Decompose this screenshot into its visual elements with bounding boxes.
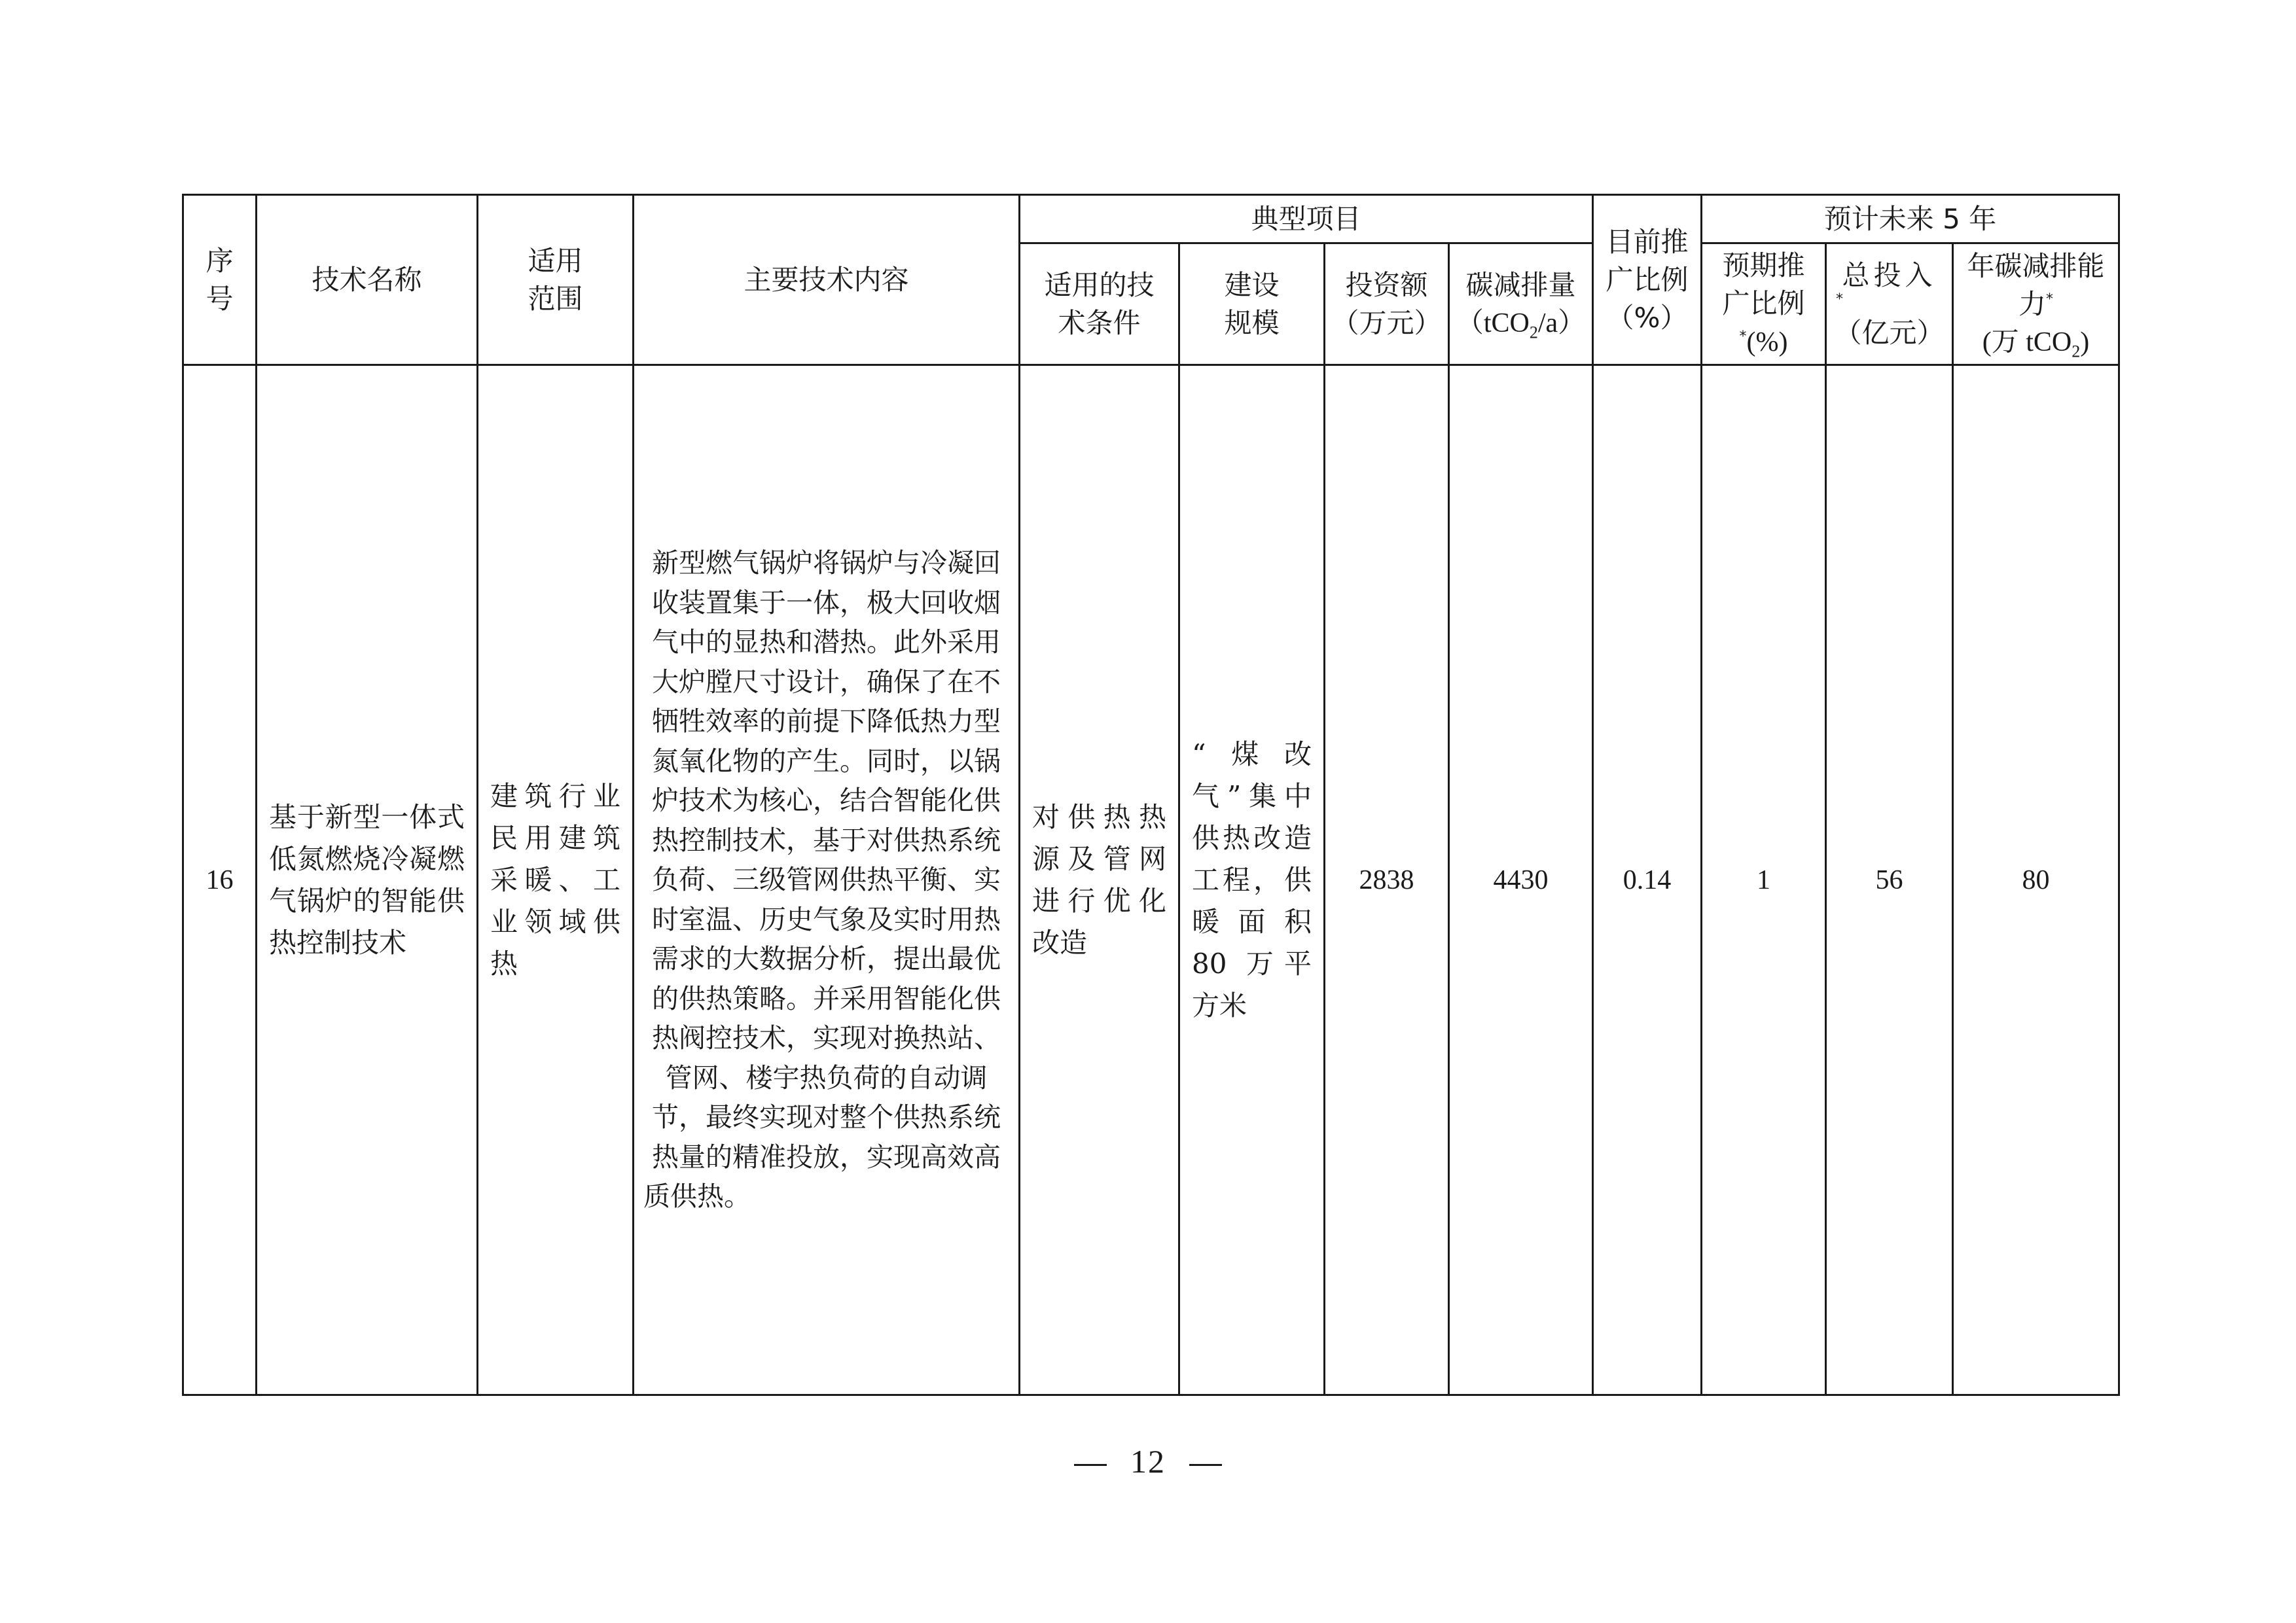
header-expected-ratio-label: 预期推广比例 [1722, 249, 1805, 319]
annual-reduction-text: 年碳减排能力 [1967, 249, 2105, 320]
header-carbon-reduction-unit [1454, 304, 1588, 342]
annual-unit-subscript: 2 [2072, 341, 2081, 361]
header-total-investment-label: 总投入 [1842, 259, 1937, 291]
annual-unit-suffix: ) [2080, 327, 2090, 357]
header-main-content: 主要技术内容 [634, 195, 1020, 365]
header-build-scale [1179, 243, 1325, 365]
cell-tech-name: 基于新型一体式低氮燃烧冷凝燃气锅炉的智能供热控制技术 [257, 365, 478, 1395]
cell-total-investment: 56 [1826, 365, 1953, 1395]
cell-investment: 2838 [1325, 365, 1449, 1395]
header-carbon-reduction-label: 碳减排量 [1465, 268, 1576, 301]
page-number [0, 1442, 2296, 1480]
page-number-text: 12 [1130, 1443, 1166, 1480]
header-expected-ratio [1702, 243, 1826, 365]
header-investment-label: 投资额 [1345, 268, 1428, 301]
header-seq [183, 195, 257, 365]
header-current-ratio-unit: （%） [1606, 301, 1688, 334]
header-annual-reduction [1953, 243, 2119, 365]
header-expected-ratio-unit [1706, 323, 1821, 361]
header-total-investment-unit: （亿元） [1834, 316, 1945, 349]
cell-tech-conditions: 对供热热源及管网进行优化改造 [1020, 365, 1179, 1395]
header-typical-project: 典型项目 [1020, 195, 1593, 243]
header-scope [478, 195, 634, 365]
header-current-ratio [1593, 195, 1702, 365]
carbon-unit-suffix: /a） [1537, 308, 1586, 338]
technology-table [182, 194, 2120, 1396]
header-annual-reduction-unit [1958, 323, 2114, 361]
expected-ratio-unit-text: (%) [1746, 327, 1788, 357]
header-carbon-reduction [1449, 243, 1593, 365]
header-next-five-years: 预计未来 5 年 [1702, 195, 2119, 243]
header-investment [1325, 243, 1449, 365]
carbon-unit-subscript: 2 [1529, 322, 1538, 342]
cell-seq: 16 [183, 365, 257, 1395]
cell-build-scale: “煤改气”集中供热改造工程，供暖面积 80 万平方米 [1179, 365, 1325, 1395]
header-tech-conditions-label: 适用的技术条件 [1044, 268, 1155, 339]
header-total-investment [1826, 243, 1953, 365]
carbon-unit-prefix: （tCO [1456, 308, 1530, 338]
header-annual-reduction-label [1958, 247, 2114, 323]
header-tech-name: 技术名称 [257, 195, 478, 365]
page-number-right-dash [1189, 1464, 1222, 1466]
header-total-investment-asterisk-row [1831, 291, 1948, 314]
cell-scope: 建筑行业民用建筑采暖、工业领域供热 [478, 365, 634, 1395]
cell-carbon-reduction: 4430 [1449, 365, 1593, 1395]
header-current-ratio-label: 目前推广比例 [1605, 225, 1689, 296]
annual-reduction-asterisk: * [2046, 291, 2054, 308]
cell-expected-ratio: 1 [1702, 365, 1826, 1395]
header-build-scale-label: 建设规模 [1224, 268, 1280, 339]
total-investment-asterisk: * [1836, 291, 1844, 308]
header-investment-unit: （万元） [1331, 306, 1442, 339]
cell-main-content: 新型燃气锅炉将锅炉与冷凝回收装置集于一体，极大回收烟气中的显热和潜热。此外采用大炉膛尺寸设计，确保了在不牺牲效率的前提下降低热力型氮氧化物的产生。同时，以锅炉技术为核心，结合智能化供热控制技术，基于对供热系统负荷、三级管网供热平衡、实时室温、历史气象及实时用热需求的大数据分析，提出最优的供热策略。并采用智能化供热阀控技术，实现对换热站、管网、楼宇热负荷的自动调节，最终实现对整个供热系统热量的精准投放，实现高效高质供热。 [634, 365, 1020, 1395]
expected-ratio-asterisk: * [1739, 329, 1747, 345]
page-number-left-dash [1074, 1464, 1107, 1466]
header-tech-conditions [1020, 243, 1179, 365]
header-seq-label: 序号 [206, 244, 234, 315]
header-scope-label: 适用范围 [528, 244, 583, 315]
annual-unit-prefix: (万 tCO [1982, 327, 2072, 357]
cell-annual-reduction: 80 [1953, 365, 2119, 1395]
header-row-1 [183, 195, 2119, 243]
table-row [183, 365, 2119, 1395]
cell-current-ratio: 0.14 [1593, 365, 1702, 1395]
